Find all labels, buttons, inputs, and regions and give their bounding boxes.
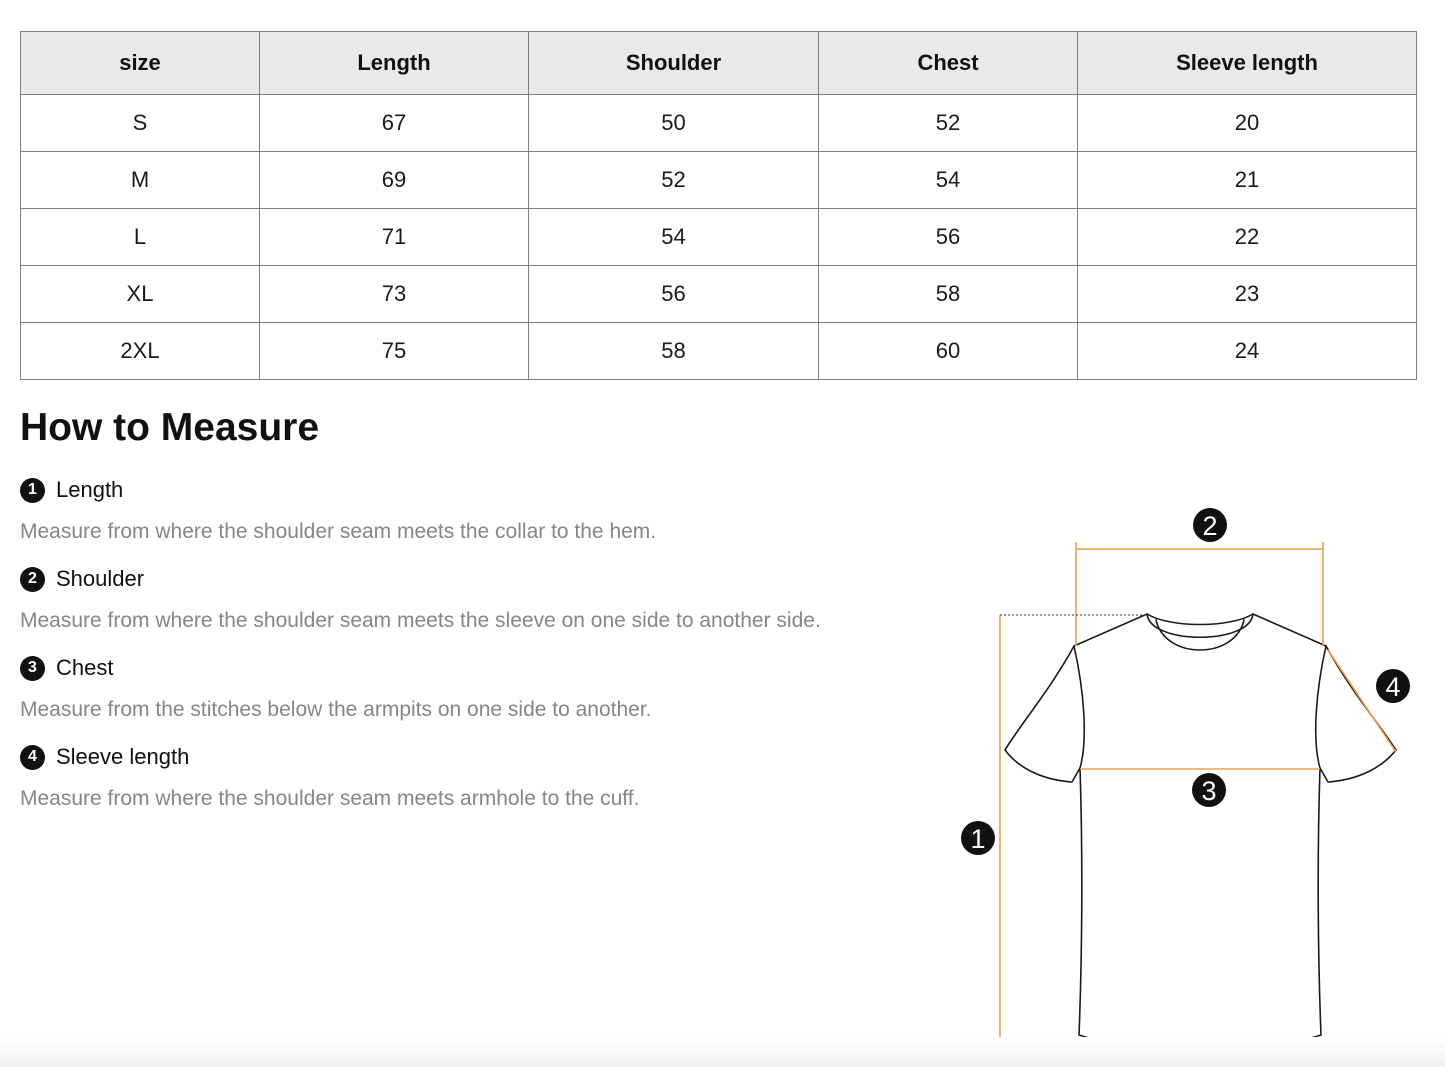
cell-sleeve-length: 21	[1078, 152, 1417, 209]
measure-item-sleeve-length	[20, 740, 920, 829]
measure-item-label: Sleeve length	[56, 744, 190, 769]
table-row	[21, 95, 1417, 152]
cell-length: 67	[260, 95, 529, 152]
cell-shoulder: 58	[529, 323, 819, 380]
cell-chest: 52	[819, 95, 1078, 152]
measure-item-description: Measure from where the shoulder seam meets armhole to the cuff.	[20, 787, 640, 810]
marker-2	[1193, 508, 1227, 542]
cell-shoulder: 54	[529, 209, 819, 266]
measure-item-shoulder	[20, 562, 920, 651]
cell-length: 75	[260, 323, 529, 380]
number-3-icon: 3	[20, 656, 45, 681]
table-row	[21, 323, 1417, 380]
cell-size: M	[21, 152, 260, 209]
cell-shoulder: 56	[529, 266, 819, 323]
bottom-fade	[0, 1037, 1445, 1067]
number-4-icon: 4	[20, 745, 45, 770]
header-sleeve-length: Sleeve length	[1078, 32, 1417, 95]
measure-item-title	[20, 742, 189, 772]
measure-item-length	[20, 473, 920, 562]
cell-length: 71	[260, 209, 529, 266]
cell-chest: 58	[819, 266, 1078, 323]
measure-item-label: Shoulder	[56, 566, 145, 591]
cell-sleeve-length: 22	[1078, 209, 1417, 266]
cell-shoulder: 50	[529, 95, 819, 152]
marker-3-label: 3	[1201, 776, 1217, 806]
marker-2-label: 2	[1202, 511, 1218, 541]
marker-4-label: 4	[1385, 672, 1401, 702]
cell-sleeve-length: 23	[1078, 266, 1417, 323]
measure-item-chest	[20, 651, 920, 740]
table-header-row	[21, 32, 1417, 95]
cell-size: 2XL	[21, 323, 260, 380]
measure-item-description: Measure from the stitches below the armpits on one side to another.	[20, 698, 652, 721]
table-row	[21, 266, 1417, 323]
marker-4	[1376, 669, 1410, 703]
marker-1	[961, 821, 995, 855]
header-length: Length	[260, 32, 529, 95]
size-chart-table	[20, 31, 1417, 380]
cell-shoulder: 52	[529, 152, 819, 209]
tshirt-outline-icon	[1005, 614, 1396, 1050]
table-row	[21, 152, 1417, 209]
measure-item-title	[20, 475, 123, 505]
marker-3	[1192, 773, 1226, 807]
cell-size: S	[21, 95, 260, 152]
how-to-measure-heading: How to Measure	[20, 406, 320, 449]
header-size: size	[21, 32, 260, 95]
cell-chest: 60	[819, 323, 1078, 380]
cell-length: 73	[260, 266, 529, 323]
table-row	[21, 209, 1417, 266]
measure-item-label: Chest	[56, 655, 114, 680]
cell-size: L	[21, 209, 260, 266]
measure-item-label: Length	[56, 477, 124, 502]
cell-size: XL	[21, 266, 260, 323]
tshirt-measurement-diagram	[950, 500, 1420, 1060]
measure-item-description: Measure from where the shoulder seam meets the sleeve on one side to another side.	[20, 609, 821, 632]
number-2-icon: 2	[20, 567, 45, 592]
marker-1-label: 1	[970, 824, 986, 854]
measure-instructions	[20, 473, 920, 829]
number-1-icon: 1	[20, 478, 45, 503]
cell-sleeve-length: 24	[1078, 323, 1417, 380]
header-chest: Chest	[819, 32, 1078, 95]
cell-length: 69	[260, 152, 529, 209]
cell-chest: 54	[819, 152, 1078, 209]
measure-item-title	[20, 653, 113, 683]
dotted-guides	[1000, 615, 1200, 1047]
header-shoulder: Shoulder	[529, 32, 819, 95]
measure-item-description: Measure from where the shoulder seam meets the collar to the hem.	[20, 520, 657, 543]
cell-chest: 56	[819, 209, 1078, 266]
cell-sleeve-length: 20	[1078, 95, 1417, 152]
measure-item-title	[20, 564, 144, 594]
